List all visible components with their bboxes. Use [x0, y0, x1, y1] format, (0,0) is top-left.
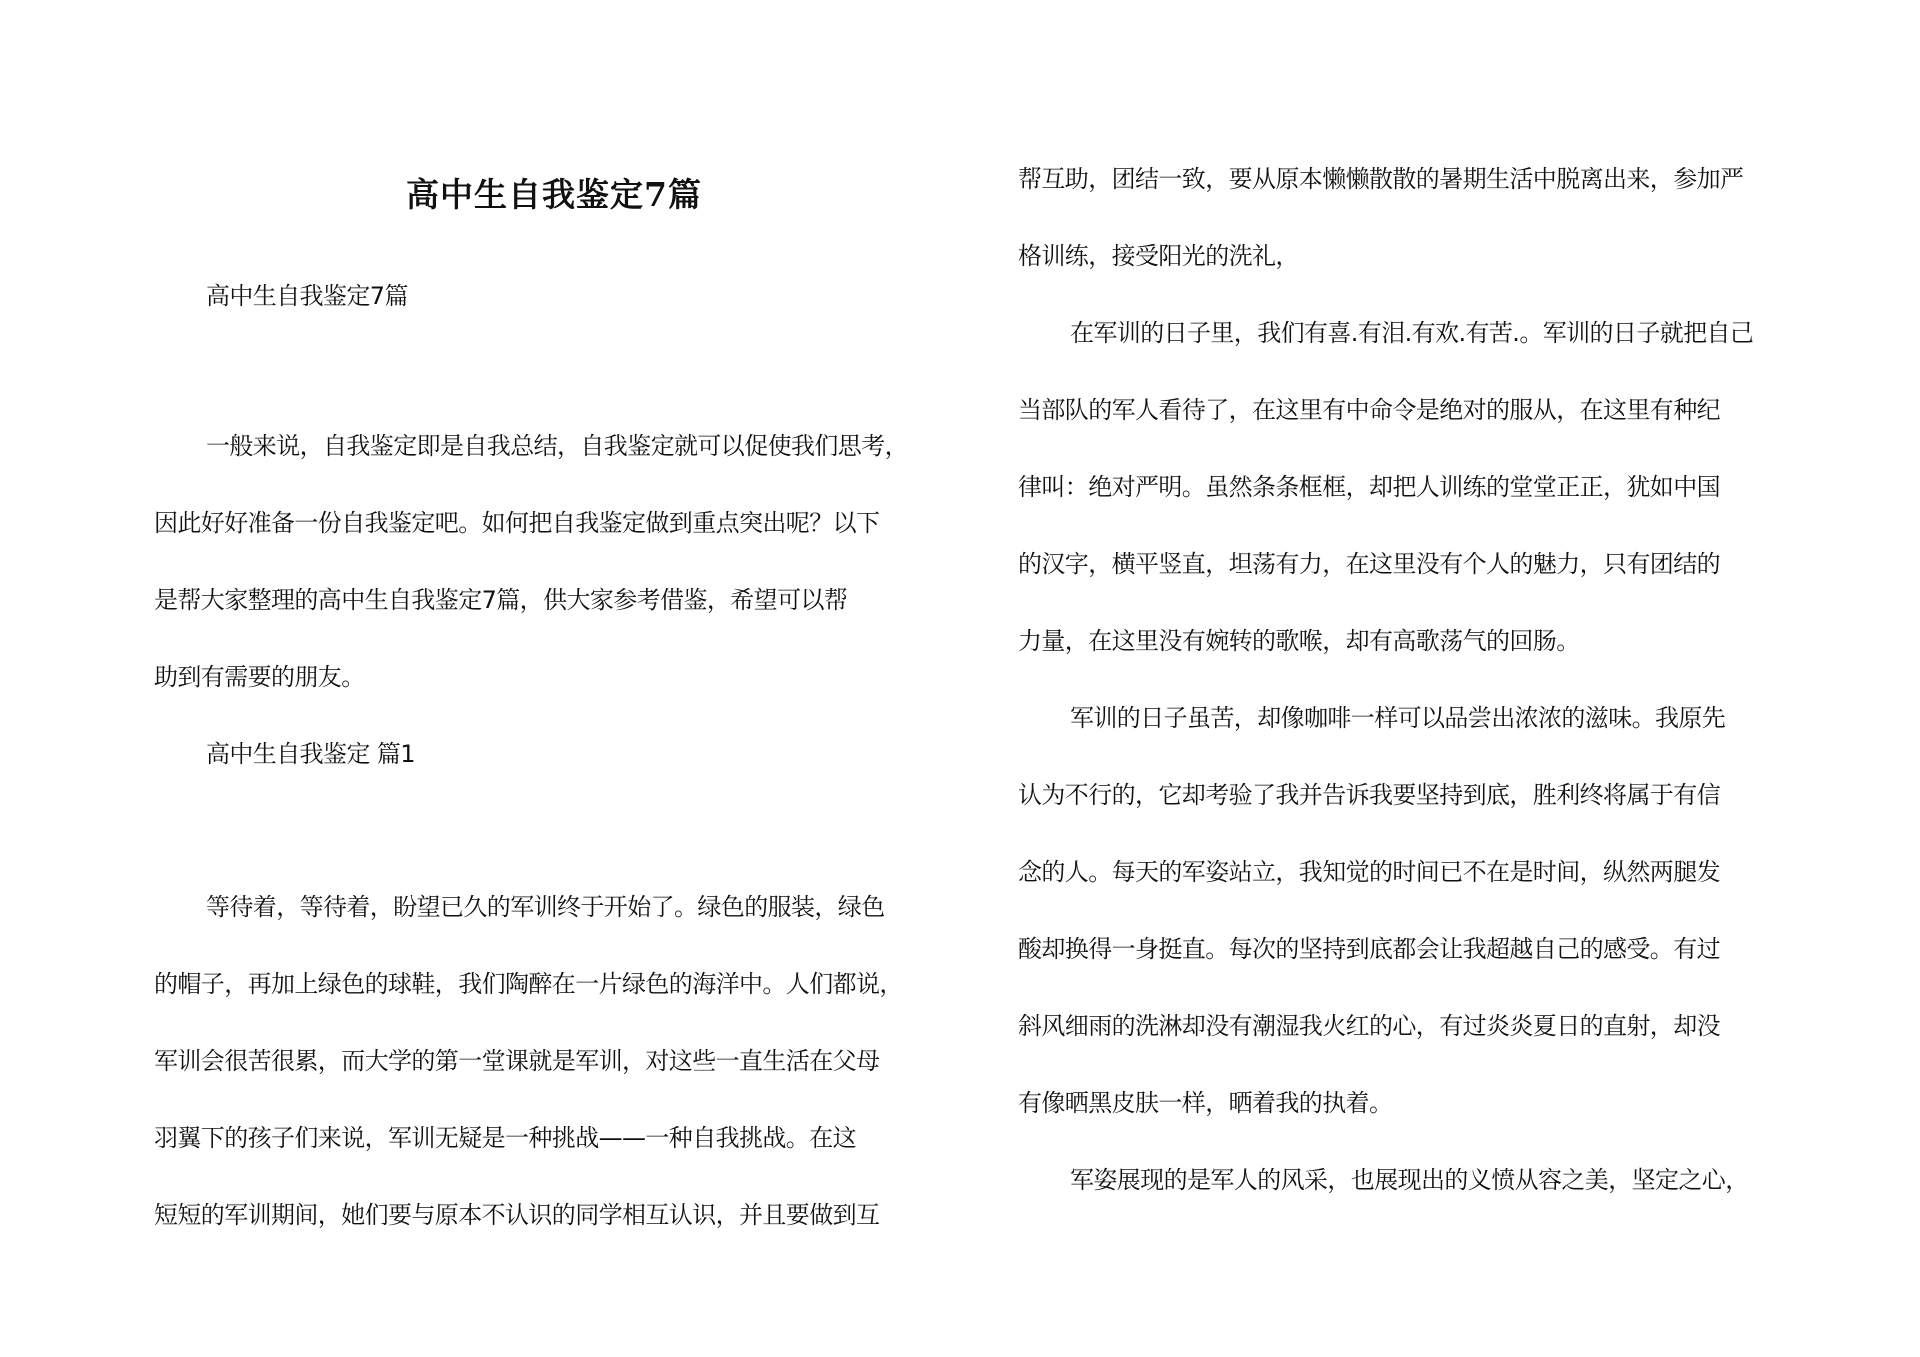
paragraph-line: 军姿展现的是军人的风采，也展现出的义愤从容之美，坚定之心，: [1070, 1166, 1749, 1194]
section-heading: 高中生自我鉴定 篇1: [206, 740, 415, 768]
paragraph-line: 有像晒黑皮肤一样，晒着我的执着。: [1018, 1089, 1393, 1117]
paragraph-line: 斜风细雨的洗淋却没有潮湿我火红的心，有过炎炎夏日的直射，却没: [1018, 1012, 1720, 1040]
paragraph-line: 助到有需要的朋友。: [154, 663, 365, 691]
paragraph-line: 格训练，接受阳光的洗礼，: [1018, 242, 1299, 270]
paragraph-line: 因此好好准备一份自我鉴定吧。如何把自我鉴定做到重点突出呢？以下: [154, 509, 880, 537]
paragraph-line: 一般来说，自我鉴定即是自我总结，自我鉴定就可以促使我们思考，: [206, 432, 908, 460]
paragraph-line: 酸却换得一身挺直。每次的坚持到底都会让我超越自己的感受。有过: [1018, 935, 1720, 963]
paragraph-line: 在军训的日子里，我们有喜.有泪.有欢.有苦.。军训的日子就把自己: [1070, 319, 1754, 347]
paragraph-line: 羽翼下的孩子们来说，军训无疑是一种挑战——一种自我挑战。在这: [154, 1124, 856, 1152]
paragraph-line: 的汉字，横平竖直，坦荡有力，在这里没有个人的魅力，只有团结的: [1018, 550, 1720, 578]
document-title: 高中生自我鉴定7篇: [406, 175, 702, 214]
paragraph-line: 律叫：绝对严明。虽然条条框框，却把人训练的堂堂正正，犹如中国: [1018, 473, 1720, 501]
paragraph-line: 军训的日子虽苦，却像咖啡一样可以品尝出浓浓的滋味。我原先: [1070, 704, 1726, 732]
paragraph-line: 力量，在这里没有婉转的歌喉，却有高歌荡气的回肠。: [1018, 627, 1580, 655]
document-subtitle: 高中生自我鉴定7篇: [206, 282, 408, 310]
paragraph-line: 等待着，等待着，盼望已久的军训终于开始了。绿色的服装，绿色: [206, 893, 885, 921]
paragraph-line: 念的人。每天的军姿站立，我知觉的时间已不在是时间，纵然两腿发: [1018, 858, 1720, 886]
paragraph-line: 军训会很苦很累，而大学的第一堂课就是军训，对这些一直生活在父母: [154, 1047, 880, 1075]
paragraph-line: 的帽子，再加上绿色的球鞋，我们陶醉在一片绿色的海洋中。人们都说，: [154, 970, 903, 998]
paragraph-line: 当部队的军人看待了，在这里有中命令是绝对的服从，在这里有种纪: [1018, 396, 1720, 424]
paragraph-line: 是帮大家整理的高中生自我鉴定7篇，供大家参考借鉴，希望可以帮: [154, 586, 848, 614]
paragraph-line: 帮互助，团结一致，要从原本懒懒散散的暑期生活中脱离出来，参加严: [1018, 165, 1744, 193]
paragraph-line: 短短的军训期间，她们要与原本不认识的同学相互认识，并且要做到互: [154, 1201, 880, 1229]
paragraph-line: 认为不行的，它却考验了我并告诉我要坚持到底，胜利终将属于有信: [1018, 781, 1720, 809]
